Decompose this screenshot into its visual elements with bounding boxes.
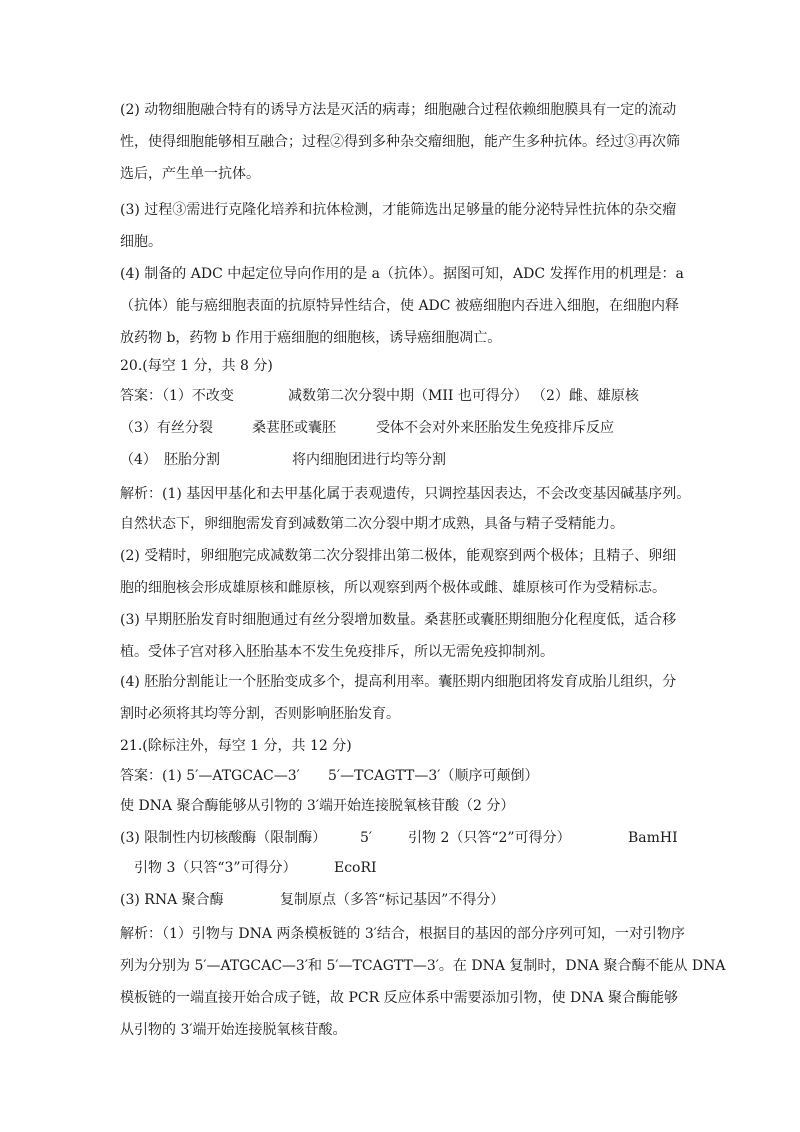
q21-header: 21.(除标注外，每空 1 分，共 12 分) (120, 738, 352, 754)
q21-answer-6: BamHI (628, 830, 678, 846)
q20-analysis-3-line-1: (3) 早期胚胎发育时细胞通过有丝分裂增加数量。桑葚胚或囊胚期细胞分化程度低，适合移 (120, 612, 677, 628)
q21-answer-9: (3) RNA 聚合酶 (120, 892, 224, 908)
q21-answer-5: 引物 2（只答“2”可得分） (408, 830, 571, 846)
q19-part4-line-3: 放药物 b，药物 b 作用于癌细胞的细胞核，诱导癌细胞凋亡。 (120, 330, 502, 346)
q20-answer-6: 受体不会对外来胚胎发生免疫排斥反应 (376, 420, 614, 436)
q21-answer-4: 5′ (360, 830, 373, 846)
q19-part2-line-1: (2) 动物细胞融合特有的诱导方法是灭活的病毒；细胞融合过程依赖细胞膜具有一定的流动 (120, 102, 677, 118)
q19-part2-line-3: 选后，产生单一抗体。 (120, 166, 260, 182)
q20-analysis-1-line-2: 自然状态下，卵细胞需发育到减数第二次分裂中期才成熟，具备与精子受精能力。 (120, 516, 624, 532)
q20-answer-4: （3）有丝分裂 (120, 420, 213, 436)
q21-answer-10: 复制原点（多答“标记基因”不得分） (280, 892, 505, 908)
q21-answer-1: 答案：(1) 5′—ATGCAC—3′ (120, 768, 300, 784)
q20-analysis-2-line-2: 胞的细胞核会形成雄原核和雌原核，所以观察到两个极体或雌、雄原核可作为受精标志。 (120, 580, 666, 596)
q19-part2-line-2: 性，使得细胞能够相互融合；过程②得到多种杂交瘤细胞，能产生多种抗体。经过③再次筛 (120, 134, 680, 150)
q20-analysis-2-line-1: (2) 受精时，卵细胞完成减数第二次分裂排出第二极体，能观察到两个极体；且精子、卵细 (120, 548, 677, 564)
q21-answer-7: 引物 3（只答“3”可得分） (134, 860, 297, 876)
q19-part4-line-2: （抗体）能与癌细胞表面的抗原特异性结合，使 ADC 被癌细胞内吞进入细胞，在细胞内释 (120, 298, 679, 314)
q20-analysis-4-line-2: 割时必须将其均等分割，否则影响胚胎发育。 (120, 706, 400, 722)
q20-analysis-4-line-1: (4) 胚胎分割能让一个胚胎变成多个，提高利用率。囊胚期内细胞团将发育成胎儿组织，分 (120, 674, 677, 690)
q20-answer-3: （2）雌、雄原核 (532, 388, 639, 404)
q21-analysis-line-1: 解析：（1）引物与 DNA 两条模板链的 3′结合，根据目的基因的部分序列可知，一对引物序 (120, 926, 685, 942)
q21-answer-8: EcoRI (334, 860, 377, 876)
q20-answer-5: 桑葚胚或囊胚 (252, 420, 336, 436)
q20-header: 20.(每空 1 分，共 8 分) (120, 358, 273, 374)
q21-answer-3: (3) 限制性内切核酸酶（限制酶） (120, 830, 327, 846)
q20-analysis-1-line-1: 解析：(1) 基因甲基化和去甲基化属于表观遗传，只调控基因表达，不会改变基因碱基序列。 (120, 486, 691, 502)
q20-answer-label-4: （4） (120, 452, 157, 468)
q20-answer-1: 答案：（1）不改变 (120, 388, 234, 404)
q21-analysis-line-4: 从引物的 3′端开始连接脱氧核苷酸。 (120, 1022, 347, 1038)
q20-answer-2: 减数第二次分裂中期（MII 也可得分） (288, 388, 528, 404)
q20-analysis-3-line-2: 植。受体子宫对移入胚胎基本不发生免疫排斥，所以无需免疫抑制剂。 (120, 644, 554, 660)
q21-analysis-line-3: 模板链的一端直接开始合成子链，故 PCR 反应体系中需要添加引物，使 DNA 聚合酶能够 (120, 990, 679, 1006)
q20-answer-8: 将内细胞团进行均等分割 (292, 452, 446, 468)
q19-part4-line-1: (4) 制备的 ADC 中起定位导向作用的是 a（抗体）。据图可知，ADC 发挥作用的机理是：a (120, 266, 684, 282)
q20-answer-7: 胚胎分割 (164, 452, 220, 468)
q21-answer-row-2: 使 DNA 聚合酶能够从引物的 3′端开始连接脱氧核苷酸（2 分） (120, 798, 515, 814)
q19-part3-line-2: 细胞。 (120, 234, 162, 250)
q21-answer-2: 5′—TCAGTT—3′（顺序可颠倒） (328, 768, 539, 784)
q21-analysis-line-2: 列为分别为 5′—ATGCAC—3′和 5′—TCAGTT—3′。在 DNA 复制时，DNA 聚合酶不能从 DNA (120, 958, 726, 974)
q19-part3-line-1: (3) 过程③需进行克隆化培养和抗体检测，才能筛选出足够量的能分泌特异性抗体的杂交瘤 (120, 202, 677, 218)
